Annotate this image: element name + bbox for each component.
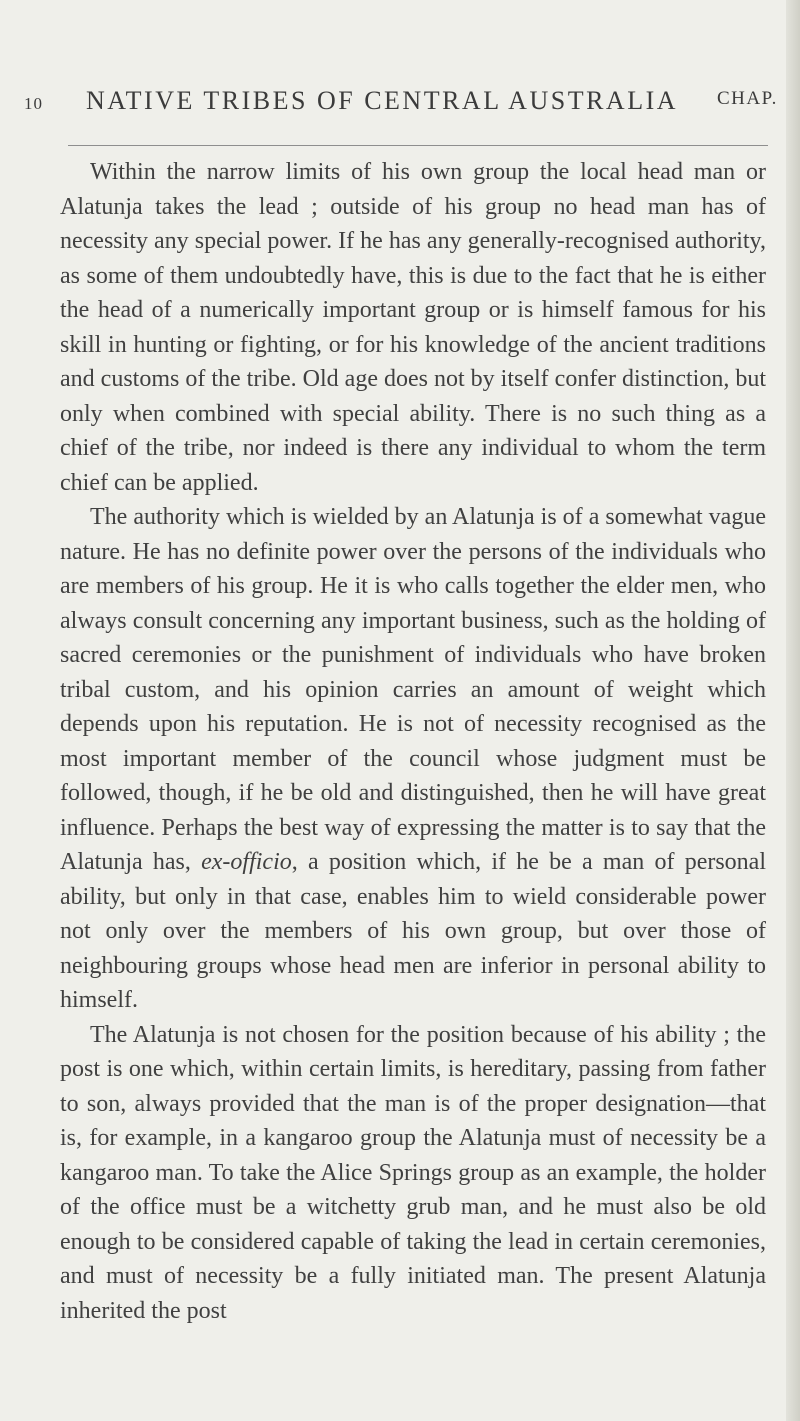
italic-term: ex-officio <box>201 849 292 875</box>
page-edge-shadow <box>786 0 800 1421</box>
running-head: NATIVE TRIBES OF CENTRAL AUSTRALIA <box>86 86 679 115</box>
paragraph-3: The Alatunja is not chosen for the position because of his ability ; the post is one which, within certain limits, is hereditary, passing from father to son, always provided that the man is of the proper designation—that is, for example, in a kangaroo group the Alatunja must of necessity be a kangaroo man. To take the Alice Springs group as an example, the holder of the office must be a witchetty grub man, and he must also be old enough to be considered capable of taking the lead in certain ceremonies, and must of necessity be a fully initiated man. The present Alatunja inherited the post <box>60 1021 766 1324</box>
chapter-label: CHAP. <box>717 88 778 109</box>
paragraph-2-text-end: , a position which, if he be a man of personal ability, but only in that case, enables him to wield considerable power not only over the members of his own group, but over those of neighbouring groups whose head men are inferior in personal ability to himself. <box>60 849 767 1013</box>
paragraph-1: Within the narrow limits of his own group the local head man or Alatunja takes the lead ; outside of his group no head man has of necessity any special power. If he has any generally-recognised authority, as some of them undoubtedly have, this is due to the fact that he is either the head of a numerically important group or is himself famous for his skill in hunting or fighting, or for his knowledge of the ancient traditions and customs of the tribe. Old age does not by itself confer distinction, but only when combined with special ability. There is no such thing as a chief of the tribe, nor indeed is there any individual to whom the term chief can be applied. <box>60 159 766 496</box>
page-header <box>24 84 776 124</box>
paragraph-2 <box>60 500 766 1018</box>
page-number: 10 <box>24 94 43 113</box>
paragraph-2-text-start: The authority which is wielded by an Alatunja is of a somewhat vague nature. He has no definite power over the persons of the individuals who are members of his group. He it is who calls together the elder men, who always consult concerning any important business, such as the holding of sacred ceremonies or the punishment of individuals who have broken tribal custom, and his opinion carries an amount of weight which depends upon his reputation. He is not of necessity recognised as the most important member of the council whose judgment must be followed, though, if he be old and distinguished, then he will have great influence. Perhaps the best way of expressing the matter is to say that the Alatunja has, <box>60 504 766 875</box>
body-text <box>60 155 766 1328</box>
header-rule <box>68 145 768 146</box>
